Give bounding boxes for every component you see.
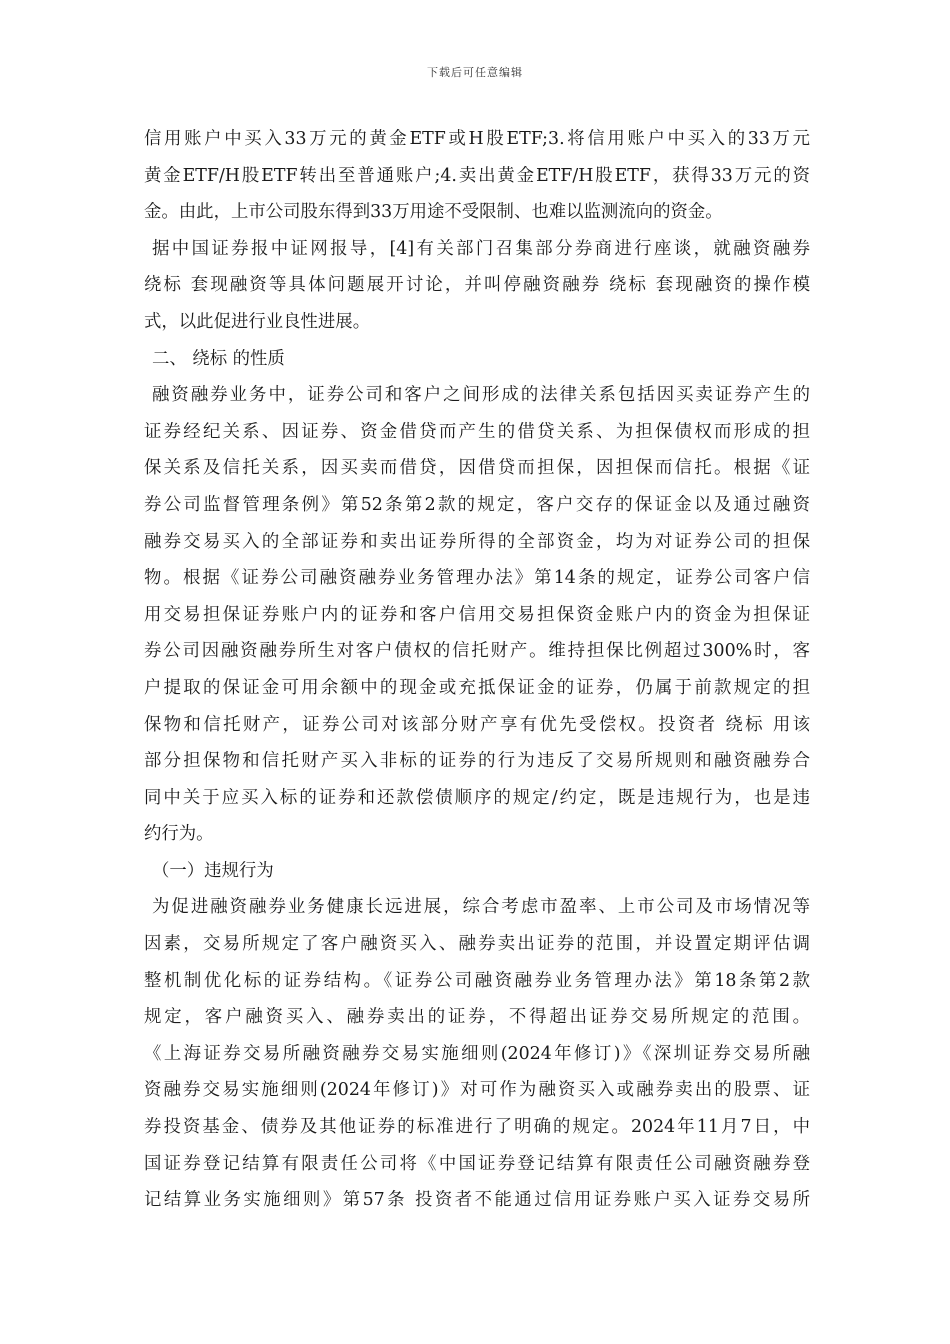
text-line: 证券经纪关系、因证券、资金借贷而产生的借贷关系、为担保债权而形成的担 [144, 421, 810, 442]
text-line: 《上海证券交易所融资融券交易实施细则(2024年修订)》《深圳证券交易所融 [144, 1043, 810, 1064]
text-line: 保物和信托财产，证券公司对该部分财产享有优先受偿权。投资者 绕标 用该 [144, 714, 810, 735]
text-line: 绕标 套现融资等具体问题展开讨论，并叫停融资融券 绕标 套现融资的操作模 [144, 275, 810, 296]
text-line: 资融券交易实施细则(2024年修订)》对可作为融资买入或融券卖出的股票、证 [144, 1080, 810, 1101]
text-line: 金。由此，上市公司股东得到33万用途不受限制、也难以监测流向的资金。 [144, 202, 723, 223]
page-header: 下载后可任意编辑 [427, 66, 523, 79]
text-line: 券公司监督管理条例》第52条第2款的规定，客户交存的保证金以及通过融资 [144, 494, 810, 515]
text-line: 券公司因融资融券所生对客户债权的信托财产。维持担保比例超过300%时，客 [144, 641, 810, 662]
text-line: 整机制优化标的证券结构。《证券公司融资融券业务管理办法》第18条第2款 [144, 970, 810, 991]
document-body [144, 121, 810, 1219]
text-line: 融资融券业务中，证券公司和客户之间形成的法律关系包括因买卖证券产生的 [152, 385, 810, 406]
text-line: 记结算业务实施细则》第57条 投资者不能通过信用证券账户买入证券交易所 [144, 1190, 810, 1211]
text-line: 国证券登记结算有限责任公司将《中国证券登记结算有限责任公司融资融券登 [144, 1153, 810, 1174]
text-line: 约行为。 [144, 824, 214, 845]
text-line: 据中国证券报中证网报导，[4]有关部门召集部分券商进行座谈，就融资融券 [152, 238, 810, 259]
text-line: 规定，客户融资买入、融券卖出的证券，不得超出证券交易所规定的范围。 [144, 1007, 810, 1028]
text-line: 为促进融资融券业务健康长远进展，综合考虑市盈率、上市公司及市场情况等 [152, 897, 810, 918]
text-line: 因素，交易所规定了客户融资买入、融券卖出证券的范围，并设置定期评估调 [144, 934, 810, 955]
text-line: 信用账户中买入33万元的黄金ETF或H股ETF;3.将信用账户中买入的33万元 [144, 129, 810, 149]
text-line: 保关系及信托关系，因买卖而借贷，因借贷而担保，因担保而信托。根据《证 [144, 458, 810, 479]
text-line: 融券交易买入的全部证券和卖出证券所得的全部资金，均为对证券公司的担保 [144, 531, 810, 552]
text-line: （一）违规行为 [152, 860, 274, 881]
text-line: 二、 绕标 的性质 [152, 348, 285, 369]
text-line: 用交易担保证券账户内的证券和客户信用交易担保资金账户内的资金为担保证 [144, 604, 810, 625]
text-line: 券投资基金、债券及其他证券的标准进行了明确的规定。2024年11月7日，中 [144, 1117, 810, 1138]
text-line: 部分担保物和信托财产买入非标的证券的行为违反了交易所规则和融资融券合 [144, 751, 810, 772]
text-line: 物。根据《证券公司融资融券业务管理办法》第14条的规定，证券公司客户信 [144, 568, 810, 589]
text-line: 式，以此促进行业良性进展。 [144, 311, 371, 332]
text-line: 黄金ETF/H股ETF转出至普通账户;4.卖出黄金ETF/H股ETF，获得33万元的资 [144, 165, 810, 186]
text-line: 户提取的保证金可用余额中的现金或充抵保证金的证券，仍属于前款规定的担 [144, 677, 810, 698]
text-line: 同中关于应买入标的证券和还款偿债顺序的规定/约定，既是违规行为，也是违 [144, 787, 810, 808]
